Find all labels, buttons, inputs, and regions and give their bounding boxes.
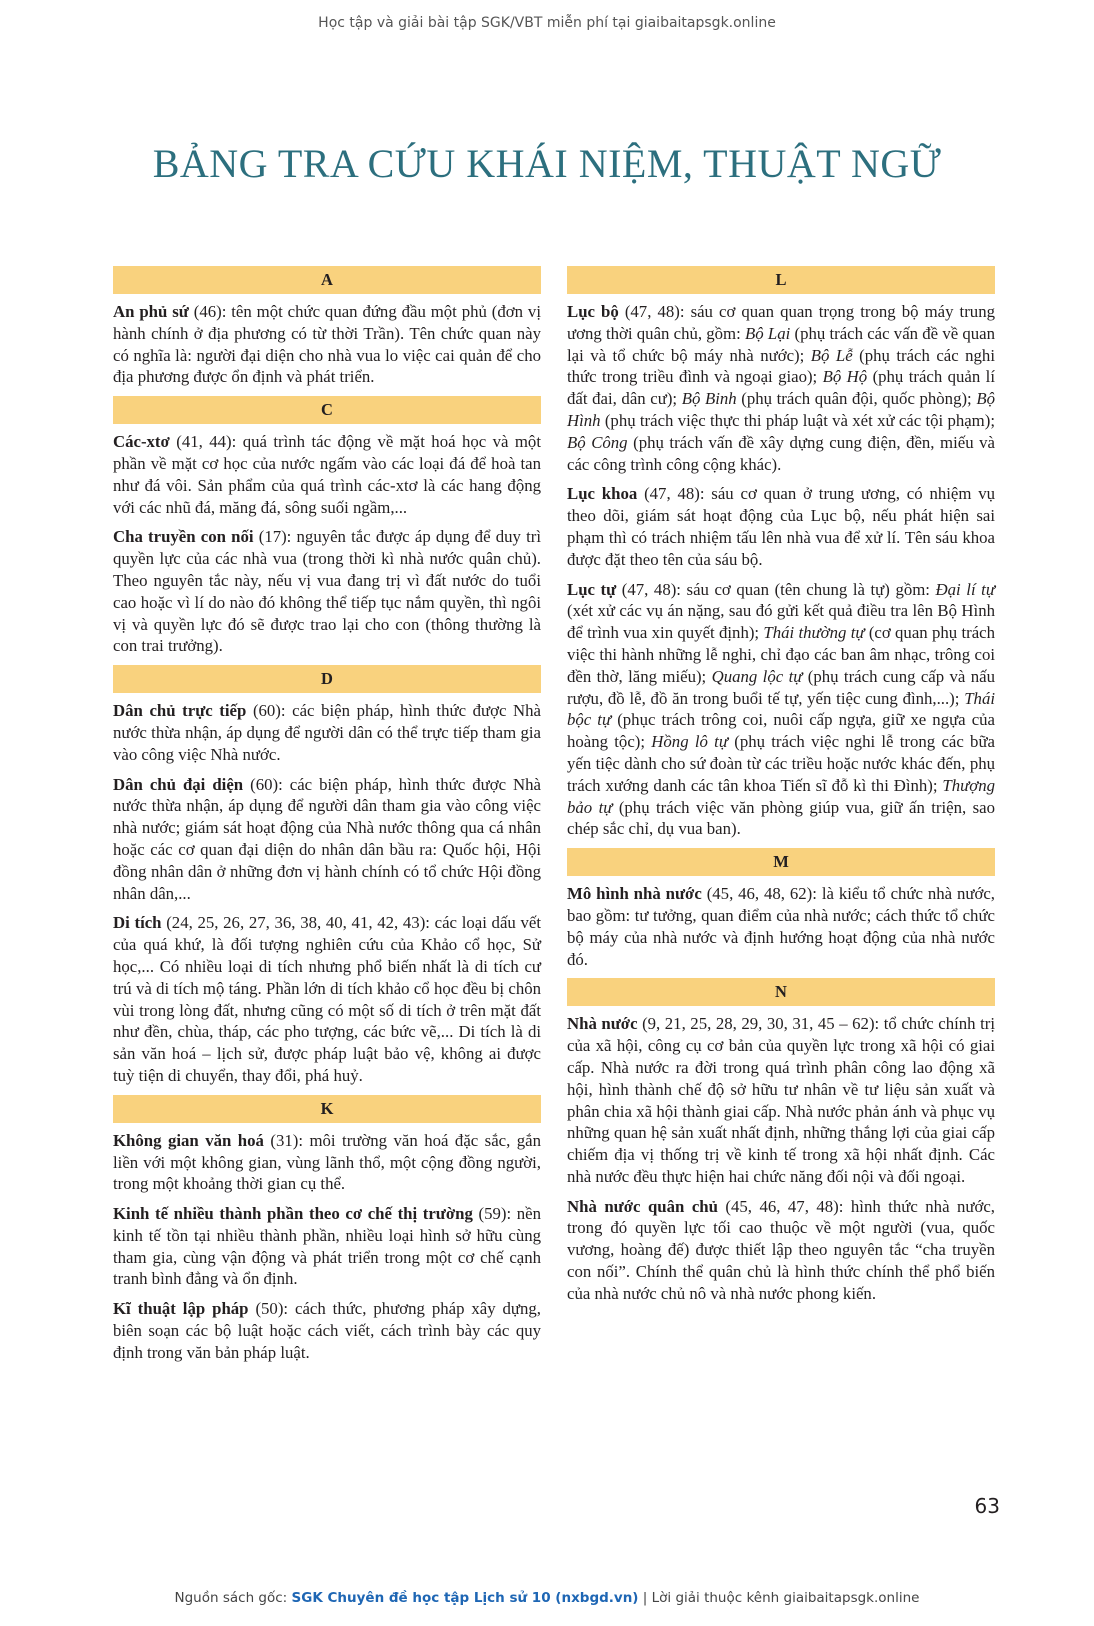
- definition: (47, 48): sáu cơ quan ở trung ương, có nhiệm vụ theo dõi, giám sát hoạt động của Lục bộ, nếu phát hiện sai phạm thì có trách nhiệm tấu lên nhà vua để xử lí. Tên sáu khoa được đặt theo tên của sáu bộ.: [567, 484, 995, 569]
- italic-name: Đại lí tự: [935, 579, 995, 599]
- italic-name: Bộ Binh: [681, 389, 737, 409]
- entry-cac-xto: [113, 431, 541, 518]
- term: Lục tự: [567, 579, 617, 599]
- site-header-note: Học tập và giải bài tập SGK/VBT miễn phí tại giaibaitapsgk.online: [318, 15, 776, 31]
- definition: (60): các biện pháp, hình thức được Nhà nước thừa nhận, áp dụng để người dân có thể trực tiếp tham gia vào công việc Nhà nước.: [113, 701, 541, 764]
- definition: (41, 44): quá trình tác động về mặt hoá học và một phần về mặt cơ học của nước ngấm vào các loại đá để hoà tan như đá vôi. Sản phẩm của quá trình các-xtơ là các hang động với các nhũ đá, măng đá, sông suối ngầm,...: [113, 432, 541, 517]
- entry-kinh-te-nhieu-thanh-phan: [113, 1203, 541, 1290]
- term: Lục bộ: [567, 302, 619, 321]
- italic-name: Bộ Lễ: [810, 345, 853, 365]
- definition: (17): nguyên tắc được áp dụng để duy trì quyền lực của các nhà vua (trong thời kì nhà nước quân chủ). Theo nguyên tắc này, nếu vị vua đang trị vì đất nước do tuổi cao hoặc vì lí do nào đó không thể tiếp tục nắm quyền, thì ngôi vị và quyền lực đó sẽ được trao lại cho con (thông thường là con trai trưởng).: [113, 527, 541, 656]
- entry-cha-truyen-con-noi: [113, 526, 541, 657]
- section-header-m: M: [567, 848, 995, 876]
- entry-luc-tu: [567, 579, 995, 841]
- definition-part: (47, 48): sáu cơ quan (tên chung là tự) gồm:: [616, 579, 936, 599]
- entry-khong-gian-van-hoa: [113, 1130, 541, 1195]
- definition: (60): các biện pháp, hình thức được Nhà nước thừa nhận, áp dụng để người dân tham gia vào công việc nhà nước; giám sát hoạt động của Nhà nước thông qua cá nhân hoặc các cơ quan đại diện do nhân dân bầu ra: Quốc hội, Hội đồng nhân dân ở những đơn vị hành chính có tổ chức Hội đồng nhân dân,...: [113, 774, 541, 903]
- term: Các-xtơ: [113, 432, 170, 452]
- term: Mô hình nhà nước: [567, 884, 702, 904]
- section-header-l: L: [567, 266, 995, 294]
- footer-prefix: Nguồn sách gốc:: [174, 1590, 292, 1606]
- section-header-c: C: [113, 396, 541, 424]
- definition-part: (47, 48): sáu cơ quan quan trọng trong bộ máy trung ương thời quân chủ, gồm:: [567, 302, 995, 343]
- definition-part: (cơ quan phụ trách việc thi hành những lễ nghi, chỉ đạo các ban âm nhạc, trông coi đền thờ, lăng miếu);: [567, 623, 995, 686]
- italic-name: Quang lộc tự: [711, 666, 803, 686]
- left-column: [113, 266, 541, 1372]
- term: Cha truyền con nối: [113, 527, 254, 547]
- term: Di tích: [113, 913, 162, 933]
- definition-part: (phụ trách việc văn phòng giúp vua, giữ ấn triện, sao chép sắc chỉ, dụ vua ban).: [567, 797, 995, 839]
- definition-part: (phụ trách việc thực thi pháp luật và xét xử các tội phạm);: [600, 410, 995, 430]
- italic-name: Bộ Hộ: [822, 367, 868, 387]
- term: Dân chủ đại diện: [113, 774, 244, 794]
- definition-part: (xét xử các vụ án nặng, sau đó gửi kết quả điều tra lên Bộ Hình để trình vua xin quyết định);: [567, 601, 995, 643]
- section-header-n: N: [567, 978, 995, 1006]
- term: Không gian văn hoá: [113, 1130, 264, 1150]
- definition: (45, 46, 47, 48): hình thức nhà nước, trong đó quyền lực tối cao thuộc về một người (vua, quốc vương, hoàng đế) được thiết lập theo nguyên tắc “cha truyền con nối”. Chính thể quân chủ là hình thức chính thể phổ biến của nhà nước chủ nô và nhà nước phong kiến.: [567, 1196, 995, 1303]
- entry-an-phu-su: [113, 301, 541, 388]
- entry-nha-nuoc: [567, 1013, 995, 1187]
- italic-name: Thái bộc tự: [567, 688, 995, 730]
- definition-part: (phụ trách quản lí đất đai, dân cư);: [567, 367, 995, 409]
- entry-luc-bo: [567, 301, 995, 475]
- term: Dân chủ trực tiếp: [113, 701, 247, 721]
- term: Nhà nước: [567, 1014, 638, 1034]
- entry-mo-hinh-nha-nuoc: [567, 883, 995, 970]
- source-link[interactable]: SGK Chuyên đề học tập Lịch sử 10 (nxbgd.vn): [291, 1590, 639, 1606]
- definition-part: (phụ trách cung cấp và nấu rượu, đồ lễ, đồ ăn trong buổi tế tự, yến tiệc cung đình,...);: [567, 666, 995, 708]
- definition: (45, 46, 48, 62): là kiểu tổ chức nhà nước, bao gồm: tư tưởng, quan điểm của nhà nước; cách thức tổ chức bộ máy của nhà nước và định hướng hoạt động của nhà nước đó.: [567, 884, 995, 969]
- source-footer: [0, 1590, 1094, 1606]
- italic-name: Hồng lô tự: [651, 732, 728, 752]
- definition: (24, 25, 26, 27, 36, 38, 40, 41, 42, 43): các loại dấu vết của quá khứ, là đối tượng nghiên cứu của Khảo cổ học, Sử học,... Có nhiều loại di tích nhưng phổ biến nhất là di tích cư trú và di tích mộ táng. Phần lớn di tích khảo cổ học đều bị chôn vùi trong lòng đất, nhưng cũng có một số di tích ở trên mặt đất như đền, chùa, tháp, các pho tượng, các bức vẽ,... Di tích là di sản văn hoá – lịch sử, được pháp luật bảo vệ, không ai được tuỳ tiện di chuyển, thay đổi, phá huỷ.: [113, 913, 541, 1085]
- right-column: [567, 266, 995, 1313]
- definition: (31): môi trường văn hoá đặc sắc, gắn liền với một không gian, vùng lãnh thổ, một cộng đồng người, trong một khoảng thời gian cụ thể.: [113, 1130, 542, 1194]
- definition: (46): tên một chức quan đứng đầu một phủ (đơn vị hành chính ở địa phương có từ thời Trần). Tên chức quan này có nghĩa là: người đại diện cho nhà vua lo việc cai quản để cho địa phương được ổn định và phát triển.: [113, 302, 541, 387]
- definition-part: (phụ trách vấn đề xây dựng cung điện, đền, miếu và các công trình công cộng khác).: [567, 432, 995, 474]
- footer-suffix: | Lời giải thuộc kênh giaibaitapsgk.online: [638, 1590, 920, 1606]
- definition-part: (phụ trách các vấn đề về quan lại và tổ chức bộ máy nhà nước);: [567, 323, 995, 365]
- term: Kĩ thuật lập pháp: [113, 1299, 249, 1319]
- term: Kinh tế nhiều thành phần theo cơ chế thị trường: [113, 1204, 473, 1224]
- italic-name: Thượng bảo tự: [567, 775, 995, 817]
- page-title: BẢNG TRA CỨU KHÁI NIỆM, THUẬT NGỮ: [152, 141, 942, 186]
- italic-name: Thái thường tự: [763, 623, 865, 643]
- italic-name: Bộ Lại: [745, 323, 791, 343]
- entry-ki-thuat-lap-phap: [113, 1298, 541, 1363]
- section-header-a: A: [113, 266, 541, 294]
- section-header-k: K: [113, 1095, 541, 1123]
- term: Lục khoa: [567, 484, 638, 504]
- definition-part: (phụ trách các nghi thức trong triều đình và ngoại giao);: [567, 345, 995, 387]
- definition-part: (phục trách trông coi, nuôi cấp ngựa, giữ xe ngựa của hoàng tộc);: [567, 710, 995, 752]
- term: An phủ sứ: [113, 302, 189, 321]
- definition: (59): nền kinh tế tồn tại nhiều thành phần, nhiều loại hình sở hữu cùng tham gia, cùng vận động và phát triển trong một cơ chế cạnh tranh bình đẳng và ổn định.: [113, 1204, 541, 1289]
- definition: (9, 21, 25, 28, 29, 30, 31, 45 – 62): tổ chức chính trị của xã hội, công cụ cơ bản của quyền lực trong xã hội có giai cấp. Nhà nước ra đời trong quá trình phân công lao động xã hội, hình thành chế độ sở hữu tư nhân về tư liệu sản xuất và phân chia xã hội thành giai cấp. Nhà nước phản ánh và phục vụ những quan hệ sản xuất nhất định, những thắng lợi của giai cấp chiếm địa vị thống trị về kinh tế trong xã hội nhất định. Các nhà nước đều thực hiện hai chức năng đối nội và đối ngoại.: [567, 1014, 995, 1186]
- definition-part: (phụ trách việc nghi lễ trong các bữa yến tiệc dành cho sứ đoàn từ các triều hoặc nước khác đến, phụ trách xướng danh các tân khoa Tiến sĩ đỗ kì thi Đình);: [567, 732, 995, 795]
- entry-di-tich: [113, 912, 541, 1086]
- italic-name: Bộ Hình: [567, 389, 995, 430]
- term: Nhà nước quân chủ: [567, 1196, 718, 1216]
- italic-name: Bộ Công: [567, 432, 628, 452]
- entry-dan-chu-dai-dien: [113, 774, 541, 905]
- definition-part: (phụ trách quân đội, quốc phòng);: [736, 389, 977, 409]
- page-number: 63: [974, 1494, 1000, 1518]
- entry-luc-khoa: [567, 483, 995, 570]
- entry-dan-chu-truc-tiep: [113, 700, 541, 765]
- section-header-d: D: [113, 665, 541, 693]
- entry-nha-nuoc-quan-chu: [567, 1196, 995, 1305]
- definition: (50): cách thức, phương pháp xây dựng, biên soạn các bộ luật hoặc cách viết, cách trình bày các quy định trong văn bản pháp luật.: [113, 1299, 542, 1362]
